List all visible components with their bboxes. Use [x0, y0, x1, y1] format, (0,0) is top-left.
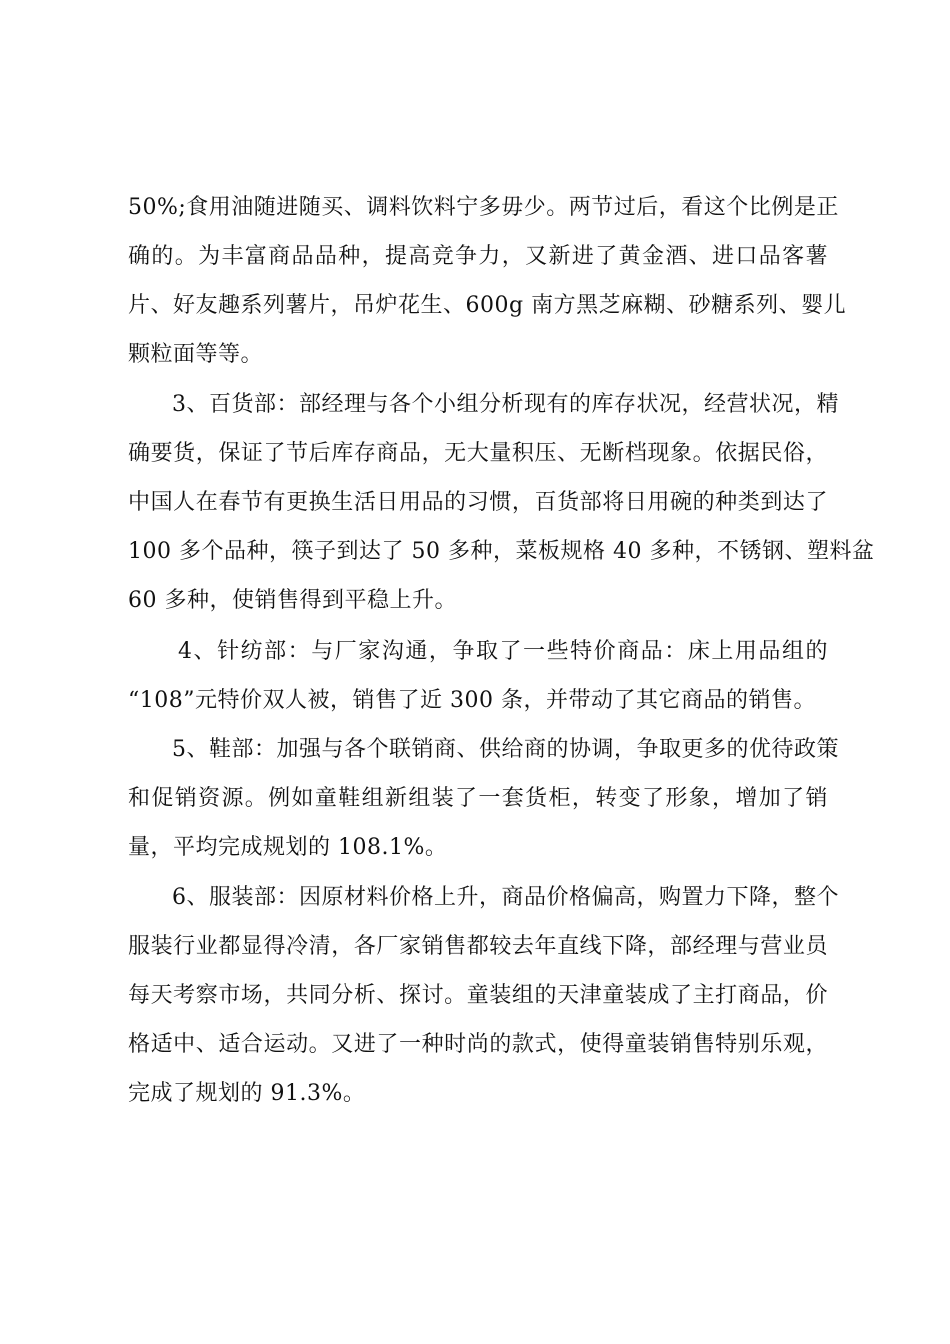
text-line: 确要货，保证了节后库存商品，无大量积压、无断档现象。依据民俗， — [128, 441, 828, 466]
text-line: “108”元特价双人被，销售了近 300 条，并带动了其它商品的销售。 — [128, 688, 816, 713]
text-line: 60 多种，使销售得到平稳上升。 — [128, 588, 457, 613]
text-line: 片、好友趣系列薯片，吊炉花生、600g 南方黑芝麻糊、砂糖系列、婴儿 — [128, 293, 847, 318]
text-line: 服装行业都显得冷清，各厂家销售都较去年直线下降，部经理与营业员 — [128, 934, 828, 959]
text-line: 3、百货部：部经理与各个小组分析现有的库存状况，经营状况，精 — [172, 392, 839, 417]
text-line: 量，平均完成规划的 108.1%。 — [128, 835, 448, 860]
text-line: 100 多个品种，筷子到达了 50 多种，菜板规格 40 多种，不锈钢、塑料盆 — [128, 539, 875, 564]
text-line: 6、服装部：因原材料价格上升，商品价格偏高，购置力下降，整个 — [172, 885, 839, 910]
text-line: 确的。为丰富商品品种，提高竞争力，又新进了黄金酒、进口品客薯 — [128, 244, 828, 269]
text-line: 格适中、适合运动。又进了一种时尚的款式，使得童装销售特别乐观， — [128, 1032, 828, 1057]
text-line: 每天考察市场，共同分析、探讨。童装组的天津童装成了主打商品，价 — [128, 983, 828, 1008]
text-line: 中国人在春节有更换生活日用品的习惯，百货部将日用碗的种类到达了 — [128, 490, 828, 515]
text-line: 和促销资源。例如童鞋组新组装了一套货柜，转变了形象，增加了销 — [128, 786, 828, 811]
text-line: 4、针纺部：与厂家沟通，争取了一些特价商品：床上用品组的 — [178, 639, 828, 664]
text-line: 50%;食用油随进随买、调料饮料宁多毋少。两节过后，看这个比例是正 — [128, 195, 839, 220]
text-line: 完成了规划的 91.3%。 — [128, 1081, 366, 1106]
text-line: 颗粒面等等。 — [128, 342, 264, 367]
text-line: 5、鞋部：加强与各个联销商、供给商的协调，争取更多的优待政策 — [172, 737, 839, 762]
